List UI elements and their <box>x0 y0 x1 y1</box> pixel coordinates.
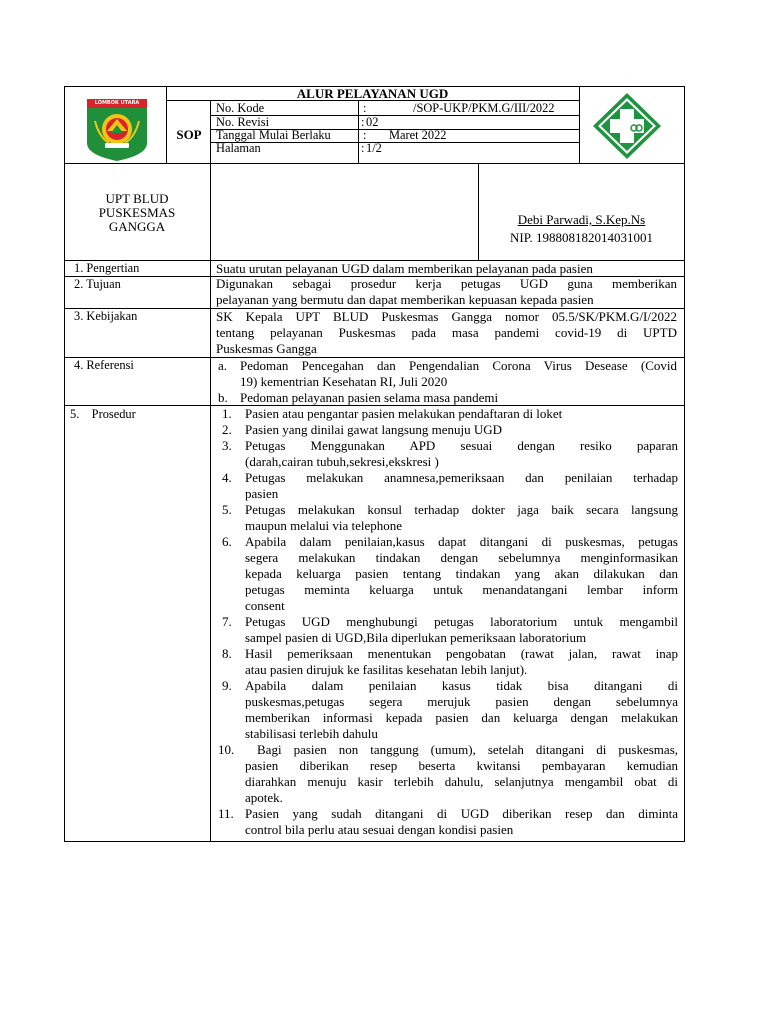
referensi-a-line1: Pedoman Pencegahan dan Pengendalian Corona Virus Desease (Covid <box>240 358 677 373</box>
org-name-line1: UPT BLUD <box>105 191 169 206</box>
prosedur-item-number: 3. <box>222 438 232 453</box>
prosedur-item-line: consent <box>245 598 285 613</box>
prosedur-item-line: atau pasien dirujuk ke fasilitas kesehatan lebih lanjut). <box>245 662 528 677</box>
org-name-line3: GANGGA <box>108 219 166 234</box>
prosedur-item-line: (darah,cairan tubuh,sekresi,ekskresi ) <box>245 454 439 469</box>
signer-name: Debi Parwadi, S.Kep.Ns <box>517 212 646 227</box>
prosedur-item-line: Apabila dalam penilaian,kasus dapat ditangani di puskesmas, petugas <box>245 534 678 549</box>
prosedur-item <box>220 646 678 678</box>
referensi-a-line2: 19) kementrian Kesehatan RI, Juli 2020 <box>240 374 448 389</box>
label-pengertian: 1. Pengertian <box>74 261 140 275</box>
prosedur-item-line: Petugas Menggunakan APD sesuai dengan resiko paparan <box>245 438 678 453</box>
label-referensi: 4. Referensi <box>74 358 134 372</box>
prosedur-item <box>220 502 678 534</box>
prosedur-item-line: Petugas melakukan anamnesa,pemeriksaan dan penilaian terhadap <box>245 470 678 485</box>
signer-nip: NIP. 198808182014031001 <box>509 230 653 245</box>
prosedur-item-number: 5. <box>222 502 232 517</box>
prosedur-item <box>220 422 678 438</box>
text-tujuan-line1: Digunakan sebagai prosedur kerja petugas UGD guna memberikan <box>216 276 677 291</box>
text-kebijakan-line3: Puskesmas Gangga <box>216 341 317 356</box>
prosedur-item-line: Bagi pasien non tanggung (umum), setelah ditangani di puskesmas, <box>245 742 678 757</box>
field-sep-kode: : <box>363 101 367 115</box>
text-tujuan-line2: pelayanan yang bermutu dan dapat memberikan kepuasan kepada pasien <box>216 292 594 307</box>
prosedur-item-line: control bila perlu atau sesuai dengan kondisi pasien <box>245 822 514 837</box>
field-label-revisi: No. Revisi <box>216 115 270 129</box>
label-kebijakan: 3. Kebijakan <box>74 309 138 323</box>
prosedur-item-line: sampel pasien di UGD,Bila diperlukan pemeriksaan laboratorium <box>245 630 587 645</box>
lombok-utara-logo <box>87 99 147 161</box>
prosedur-item-line: memberikan informasi kepada pasien dan keluarga dengan melakukan <box>245 710 678 725</box>
prosedur-item-number: 8. <box>222 646 232 661</box>
logo-banner-text: LOMBOK UTARA <box>94 100 140 106</box>
field-value-revisi: 02 <box>366 115 379 129</box>
referensi-marker-b: b. <box>218 390 228 405</box>
field-value-halaman: 1/2 <box>366 141 382 155</box>
prosedur-item-number: 9. <box>222 678 232 693</box>
prosedur-item-number: 1. <box>222 406 232 421</box>
prosedur-item <box>220 406 678 422</box>
prosedur-item-line: Hasil pemeriksaan menentukan pengobatan (rawat jalan, rawat inap <box>245 646 678 661</box>
prosedur-item-line: Apabila dalam penilaian kasus tidak bisa ditangani di <box>245 678 678 693</box>
prosedur-item-number: 2. <box>222 422 232 437</box>
prosedur-item <box>220 742 678 806</box>
field-value-kode: /SOP-UKP/PKM.G/III/2022 <box>413 101 555 115</box>
prosedur-item-number: 7. <box>222 614 232 629</box>
org-name-line2: PUSKESMAS <box>98 205 176 220</box>
prosedur-item-line: Pasien yang sudah ditangani di UGD diberikan resep dan diminta <box>245 806 678 821</box>
prosedur-item-number: 6. <box>222 534 232 549</box>
field-label-tanggal: Tanggal Mulai Berlaku <box>216 128 331 142</box>
prosedur-item-line: Petugas melakukan konsul terhadap dokter jaga baik secara langsung <box>245 502 678 517</box>
prosedur-item-line: maupun melalui via telephone <box>245 518 403 533</box>
prosedur-item-line: puskesmas,petugas segera merujuk pasien dengan sebelumnya <box>245 694 678 709</box>
prosedur-item <box>220 806 678 838</box>
prosedur-item-line: diarahkan menuju kasir terlebih dahulu, selanjutnya mengambil obat di <box>245 774 678 789</box>
field-sep-tanggal: : <box>363 128 367 142</box>
prosedur-item-line: pasien diberikan resep beserta kwitansi pembayaran kemudian <box>245 758 678 773</box>
prosedur-item-line: kepada keluarga pasien tentang tindakan yang akan dilakukan dan <box>245 566 678 581</box>
prosedur-item-line: Petugas UGD menghubungi petugas laboratorium untuk mengambil <box>245 614 678 629</box>
prosedur-item-line: stabilisasi terlebih dahulu <box>245 726 378 741</box>
prosedur-item-number: 11. <box>218 806 234 821</box>
text-pengertian: Suatu urutan pelayanan UGD dalam memberikan pelayanan pada pasien <box>216 261 593 276</box>
prosedur-item <box>220 614 678 646</box>
prosedur-item <box>220 678 678 742</box>
prosedur-item-line: petugas meminta keluarga untuk menandatangani lembar inform <box>245 582 678 597</box>
text-kebijakan-line1: SK Kepala UPT BLUD Puskesmas Gangga nomor 05.5/SK/PKM.G/I/2022 <box>216 309 677 324</box>
puskesmas-logo <box>592 92 662 160</box>
prosedur-item-line: Pasien yang dinilai gawat langsung menuju UGD <box>245 422 503 437</box>
prosedur-item <box>220 534 678 614</box>
label-prosedur: 5. Prosedur <box>70 407 136 421</box>
prosedur-item-line: pasien <box>245 486 279 501</box>
field-label-kode: No. Kode <box>216 101 265 115</box>
field-label-halaman: Halaman <box>216 141 261 155</box>
field-sep-revisi: : <box>361 115 365 129</box>
prosedur-item-line: apotek. <box>245 790 283 805</box>
referensi-b-line1: Pedoman pelayanan pasien selama masa pandemi <box>240 390 499 405</box>
referensi-marker-a: a. <box>218 358 228 373</box>
label-tujuan: 2. Tujuan <box>74 277 121 291</box>
prosedur-item-number: 10. <box>218 742 235 757</box>
prosedur-item <box>220 438 678 470</box>
prosedur-item <box>220 470 678 502</box>
field-value-tanggal: Maret 2022 <box>389 128 447 142</box>
prosedur-item-line: Pasien atau pengantar pasien melakukan pendaftaran di loket <box>245 406 563 421</box>
sop-label: SOP <box>176 127 202 142</box>
prosedur-item-number: 4. <box>222 470 232 485</box>
prosedur-list <box>220 406 678 836</box>
text-kebijakan-line2: tentang pelayanan Puskesmas pada masa pandemi covid-19 di UPTD <box>216 325 677 340</box>
field-sep-halaman: : <box>361 141 365 155</box>
document-title: ALUR PELAYANAN UGD <box>296 86 449 101</box>
prosedur-item-line: segera melakukan tindakan dengan sebelumnya menginformasikan <box>245 550 678 565</box>
